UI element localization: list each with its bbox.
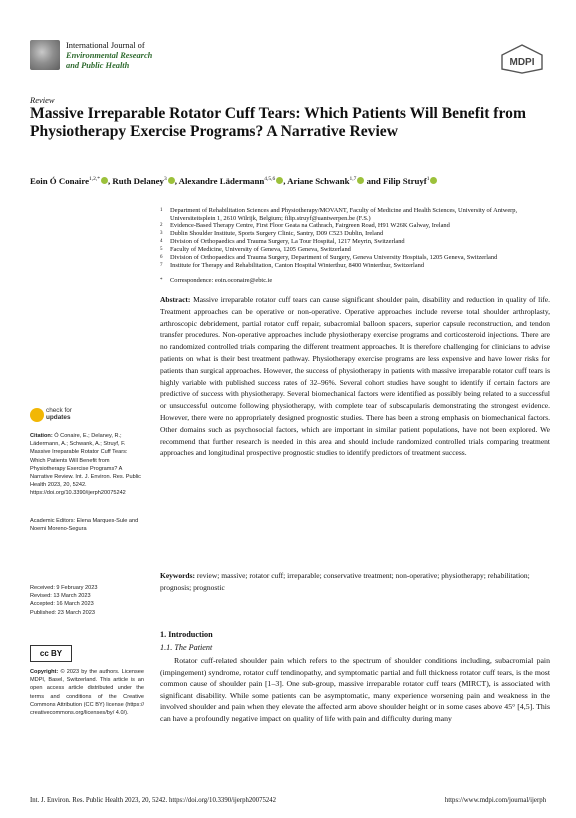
citation-block (30, 432, 144, 498)
affiliation-number: 5 (160, 247, 163, 252)
editors-block (30, 517, 144, 533)
affiliation-number: 7 (160, 263, 163, 268)
revised-date: Revised: 13 March 2023 (30, 593, 91, 600)
editors-text: Elena Marques-Sule and Noemi Moreno-Segura (30, 518, 139, 533)
affiliation-number: 4 (160, 239, 163, 244)
orcid-icon[interactable] (168, 177, 175, 184)
orcid-icon[interactable] (101, 177, 108, 184)
author-name: Ruth Delaney (112, 176, 164, 186)
citation-text: Ó Conaire, E.; Delaney, R.; Lädermann, A.; Schwank, A.; Struyf, F. Massive Irreparable Rotator Cuff Tears: Which Patients Will Benefit from Physiotherapy Exercise Programs? A Narrative Review. Int. J. Environ. Res. Public Health 2023, 20, 5242. https://doi.org/10.3390/ijerph20075242 (30, 433, 141, 497)
affiliation-number: 2 (160, 223, 163, 228)
affiliation-text: Correspondence: eoin.oconaire@ebtc.ie (170, 277, 273, 284)
cc-by-badge[interactable]: cc BY (30, 645, 72, 662)
author-name: Alexandre Lädermann (178, 176, 265, 186)
copyright-block (30, 668, 144, 717)
author-separator: and (364, 176, 383, 186)
intro-paragraph (160, 655, 550, 725)
affiliation-text: Dublin Shoulder Institute, Sports Surgery Clinic, Santry, D09 C523 Dublin, Ireland (170, 230, 384, 237)
keywords-label: Keywords: (160, 571, 195, 580)
abstract-text: Massive irreparable rotator cuff tears can cause significant shoulder pain, disability and reduction in quality of life. Treatment approaches can be operative or non-operative. Operative approaches include reverse total shoulder arthroplasty, arthroscopic debridement, partial rotator cuff repair, subacromial balloon spacers, superior capsule reconstruction, and tendon transfer procedures. Non-operative approaches include physiotherapy exercise programs and corticosteroid injections. There are no randomized controlled trials comparing the different treatment approaches. It is therefore challenging for clinicians to advise patients on what is their best treatment pathway. Physiotherapy exercise programs are less expensive and have lower risks for patients than surgical approaches. However, the success of physiotherapy in patients with massive irreparable rotator cuff tears is highly variable with published success rates of 32–96%. Several cohort studies have sought to identify if certain factors are predictive of success with physiotherapy. Several biomechanical factors were identified as possibly being related to a successful or unsuccessful outcome following physiotherapy, with complete tear of subscapularis demonstrating the strongest evidence. However, there were no appropriately designed prognostic studies. There has been a strong emphasis on biomechanical factors. Other domains such as psychosocial factors, which are important in similar patient populations, have not been explored. We recommend that further research is needed in this area and should include randomized controlled trials comparing treatment approaches and longitudinal prospective prognostic studies to identify predictors of treatment success. (160, 295, 551, 458)
journal-logo (30, 40, 60, 70)
affiliation-number: 1 (160, 208, 163, 213)
mdpi-logo (500, 44, 544, 74)
received-date: Received: 9 February 2023 (30, 585, 98, 591)
affiliation-item (160, 246, 555, 254)
keywords (160, 570, 550, 594)
section-heading: 1. Introduction (160, 630, 213, 639)
affiliation-item (160, 262, 555, 270)
footer-journal-link[interactable]: https://www.mdpi.com/journal/ijerph (444, 797, 546, 804)
accepted-date: Accepted: 16 March 2023 (30, 601, 94, 608)
affiliation-item (160, 230, 555, 238)
affiliation-text: Division of Orthopaedics and Trauma Surgery, Department of Surgery, Geneva University Hospitals, 1205 Geneva, Switzerland (170, 254, 498, 261)
check-line2: updates (46, 414, 71, 422)
author-affiliation-marker: 4,5,6 (264, 176, 276, 183)
affiliation-text: Evidence-Based Therapy Centre, First Floor Geata na Cathrach, Fairgreen Road, H91 W26K Galway, Ireland (170, 222, 450, 229)
footer-citation: Int. J. Environ. Res. Public Health 2023, 20, 5242. https://doi.org/10.3390/ijerph20075242 (30, 797, 277, 804)
affiliation-item (160, 238, 555, 246)
check-for-updates[interactable] (46, 407, 72, 421)
author-separator: , (174, 176, 179, 186)
affiliation-item (160, 254, 555, 262)
check-line1: check for (46, 407, 72, 414)
author-name: Eoin Ó Conaire (30, 176, 89, 186)
article-type: Review (30, 95, 55, 105)
affiliation-item (160, 222, 555, 230)
affiliation-text: Department of Rehabilitation Sciences and Physiotherapy/MOVANT, Faculty of Medicine and Health Sciences, University of Antwerp, Universiteitsplein 1, 2610 Wilrijk, Belgium; filip.struyf@uantwerpen.be (F.S.) (170, 207, 518, 222)
check-for-updates-icon[interactable] (30, 408, 44, 422)
affiliation-number: * (160, 278, 163, 283)
author-affiliation-marker: 3 (163, 176, 167, 183)
keywords-text: review; massive; rotator cuff; irreparable; conservative treatment; non-operative; physiotherapy; rehabilitation; prognosis; prognostic (160, 571, 530, 592)
affiliation-text: Institute for Therapy and Rehabilitation, Canton Hospital Winterthur, 8400 Winterthur, Switzerland (170, 262, 425, 269)
dates-block (30, 584, 144, 617)
affiliation-text: Faculty of Medicine, University of Geneva, 1205 Geneva, Switzerland (170, 246, 351, 253)
published-date: Published: 23 March 2023 (30, 609, 95, 616)
author-list (30, 176, 437, 186)
affiliation-number: 6 (160, 255, 163, 260)
editors-label: Academic Editors: (30, 518, 76, 524)
mdpi-logo-text: MDPI (509, 57, 535, 68)
article-title: Massive Irreparable Rotator Cuff Tears: Which Patients Will Benefit from Physiotherapy Exercise Programs? A Narrative Review (30, 105, 526, 140)
journal-name-line1: International Journal of (66, 41, 145, 50)
author-name: Filip Struyf (382, 176, 427, 186)
author-affiliation-marker: 1,2,* (88, 176, 100, 183)
affiliation-item (160, 207, 555, 222)
abstract (160, 294, 550, 459)
author-separator: , (107, 176, 113, 186)
affiliation-text: Division of Orthopaedics and Trauma Surgery, La Tour Hospital, 1217 Meyrin, Switzerland (170, 238, 405, 245)
intro-text: Rotator cuff-related shoulder pain which refers to the spectrum of shoulder conditions including, subacromial pain (impingement) syndrome, rotator cuff tendinopathy, and symptomatic partial and full thickness rotator cuff tears, is the most common cause of shoulder pain [1–3]. One sub-group, massive irreparable rotator cuff tears (MIRCT), is associated with significant disability. While some patients can be asymptomatic, many experience worsening pain and weakness in the involved shoulder and pain when they elevate the affected arm above shoulder height or in some cases above 45° [4,5]. This can have a profoundly negative impact on quality of life with pain and difficulty during many (160, 656, 550, 723)
author-separator: , (283, 176, 288, 186)
abstract-label: Abstract: (160, 295, 191, 304)
author-affiliation-marker: 1,7 (349, 176, 357, 183)
journal-name-line3: and Public Health (66, 61, 130, 70)
copyright-label: Copyright: (30, 669, 59, 675)
copyright-text: © 2023 by the authors. Licensee MDPI, Basel, Switzerland. This article is an open access article distributed under the terms and conditions of the Creative Commons Attribution (CC BY) license (https:// creativecommons.org/licenses/by/ 4.0/). (30, 669, 145, 717)
affiliation-number: 3 (160, 231, 163, 236)
orcid-icon[interactable] (430, 177, 437, 184)
author-affiliation-marker: 1 (426, 176, 430, 183)
subsection-heading: 1.1. The Patient (160, 643, 213, 652)
citation-label: Citation: (30, 433, 53, 439)
author-name: Ariane Schwank (287, 176, 350, 186)
affiliation-item (160, 277, 555, 285)
journal-name-line2: Environmental Research (66, 51, 153, 60)
